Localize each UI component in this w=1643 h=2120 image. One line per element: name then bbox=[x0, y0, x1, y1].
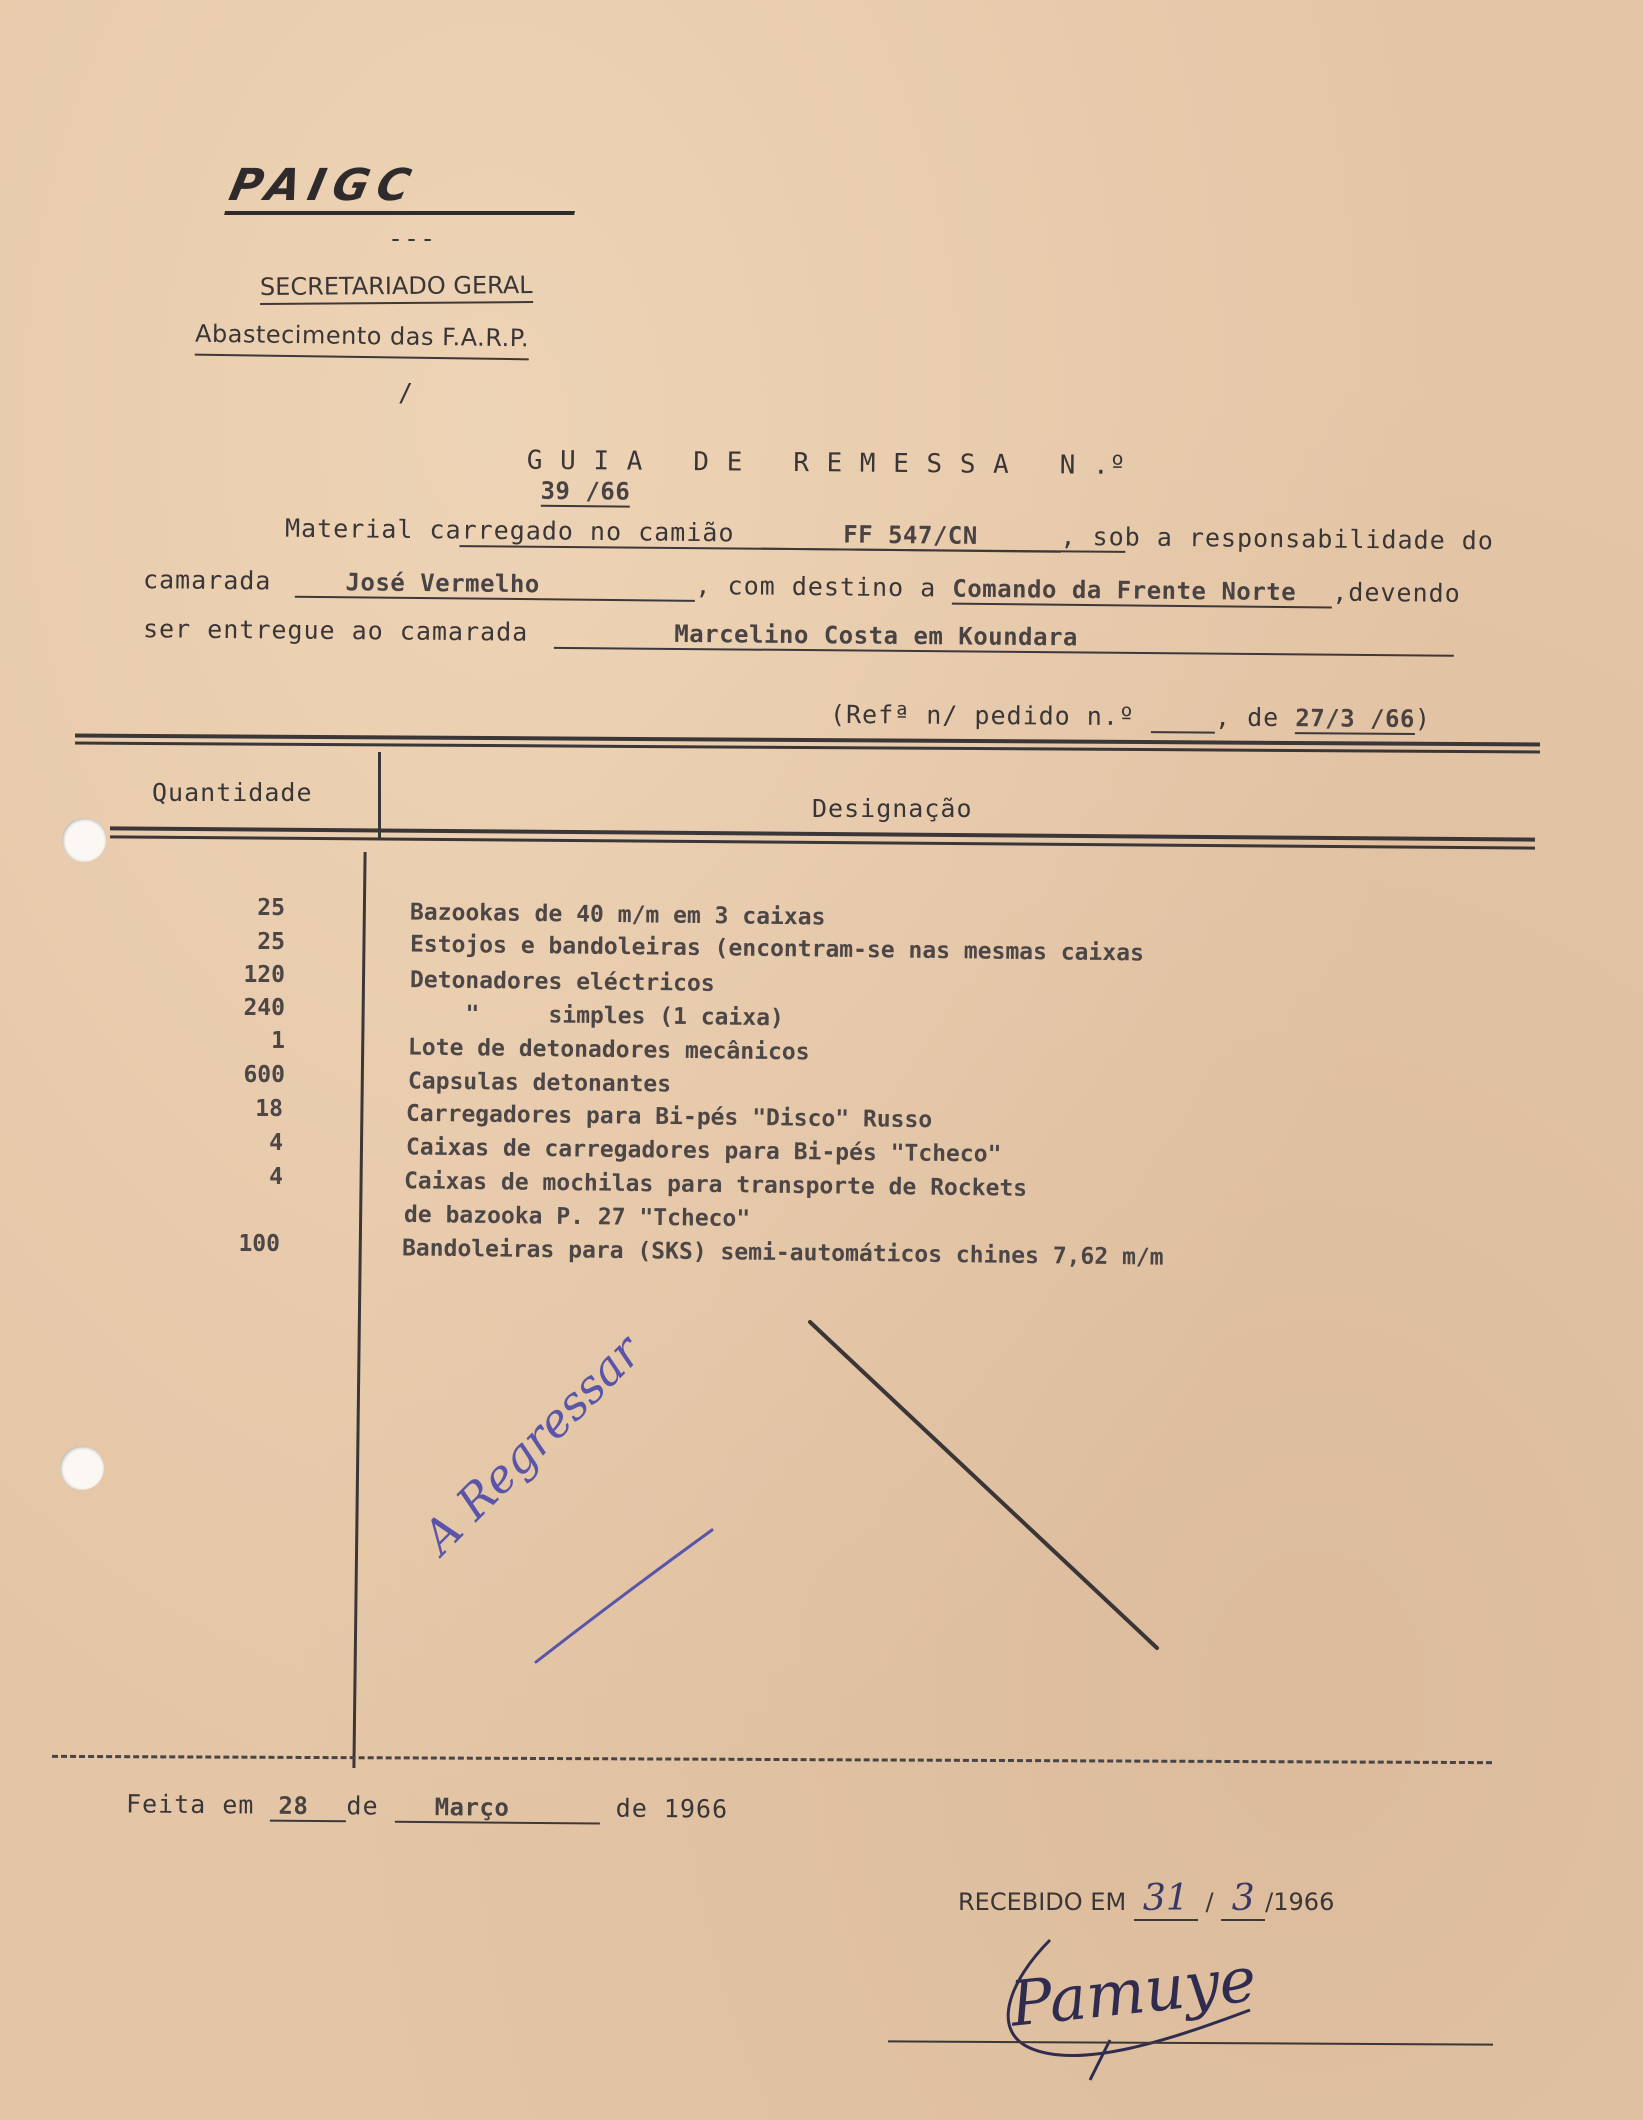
line2-suffix: ,devendo bbox=[1332, 577, 1461, 608]
organization-logo: PAIGC bbox=[224, 160, 586, 215]
column-divider-header bbox=[378, 752, 381, 838]
footer-dashed-separator bbox=[52, 1755, 1492, 1764]
ref-close: ) bbox=[1414, 703, 1432, 734]
line2-middle: , com destino a bbox=[695, 570, 937, 603]
handwritten-note-underline bbox=[530, 1520, 720, 1670]
order-number-blank bbox=[1151, 702, 1215, 733]
made-prefix: Feita em bbox=[125, 1789, 255, 1820]
truck-plate: FF 547/CN bbox=[760, 520, 1060, 553]
punch-hole-bottom bbox=[60, 1446, 104, 1490]
row-quantity: 240 bbox=[243, 995, 285, 1021]
row-designation: Bazookas de 40 m/m em 3 caixas bbox=[409, 899, 826, 931]
row-designation: Caixas de mochilas para transporte de Rockets bbox=[403, 1168, 1028, 1202]
received-year: /1966 bbox=[1265, 1888, 1335, 1916]
cancel-stroke bbox=[800, 1310, 1170, 1660]
recipient-name: Marcelino Costa em Koundara bbox=[554, 619, 1454, 657]
de-label: de bbox=[346, 1791, 379, 1821]
row-quantity: 4 bbox=[269, 1130, 283, 1156]
comrade-name: José Vermelho bbox=[295, 568, 695, 602]
destination: Comando da Frente Norte bbox=[952, 575, 1332, 609]
row-designation: Carregadores para Bi-pés "Disco" Russo bbox=[405, 1100, 933, 1134]
line3-prefix: ser entregue ao camarada bbox=[142, 614, 529, 647]
department-name: SECRETARIADO GERAL bbox=[260, 271, 533, 305]
slash-mark: / bbox=[398, 378, 415, 407]
row-quantity: 120 bbox=[243, 962, 285, 988]
punch-hole-top bbox=[62, 818, 106, 862]
issue-day: 28 bbox=[270, 1792, 346, 1823]
row-designation: de bazooka P. 27 "Tcheco" bbox=[403, 1201, 751, 1233]
row-quantity: 25 bbox=[257, 929, 285, 955]
title-label: G U I A D E R E M E S S A N .º bbox=[526, 445, 1127, 481]
order-reference bbox=[830, 700, 1431, 735]
row-quantity: 1 bbox=[271, 1028, 285, 1054]
row-quantity: 4 bbox=[269, 1164, 283, 1190]
received-label: RECEBIDO EM bbox=[958, 1888, 1127, 1916]
line1-prefix: Material carregado no camião bbox=[284, 513, 735, 548]
row-designation: Lote de detonadores mecânicos bbox=[407, 1034, 810, 1066]
order-date: 27/3 /66 bbox=[1295, 704, 1416, 733]
received-stamp-line bbox=[958, 1878, 1334, 1921]
received-slash: / bbox=[1197, 1888, 1222, 1916]
row-designation: Estojos e bandoleiras (encontram-se nas mesmas caixas bbox=[409, 931, 1145, 967]
column-divider-body bbox=[352, 852, 366, 1768]
section-name: Abastecimento das F.A.R.P. bbox=[195, 320, 530, 361]
row-designation: Capsulas detonantes bbox=[407, 1068, 672, 1098]
row-designation: " simples (1 caixa) bbox=[409, 1000, 785, 1032]
line1-suffix: , sob a responsabilidade do bbox=[1060, 521, 1495, 556]
handwritten-note: A Regressar bbox=[411, 1324, 652, 1564]
row-quantity: 100 bbox=[238, 1231, 280, 1257]
issue-date-line bbox=[126, 1789, 728, 1825]
detail-line-3 bbox=[143, 614, 1455, 656]
signature: Pamuye bbox=[1006, 1942, 1260, 2041]
row-designation: Detonadores eléctricos bbox=[409, 967, 715, 997]
line2-prefix: camarada bbox=[142, 565, 272, 596]
received-day: 31 bbox=[1134, 1878, 1198, 1921]
quantity-column-header: Quantidade bbox=[152, 778, 313, 807]
row-designation: Caixas de carregadores para Bi-pés "Tcheco" bbox=[405, 1134, 1002, 1168]
issue-month: Março bbox=[395, 1793, 600, 1825]
designation-column-header: Designação bbox=[812, 794, 973, 823]
row-designation: Bandoleiras para (SKS) semi-automáticos chines 7,62 m/m bbox=[401, 1235, 1164, 1271]
detail-line-2 bbox=[143, 565, 1461, 610]
remittance-number: 39 /66 bbox=[540, 476, 631, 506]
ref-prefix: (Refª n/ pedido n.º bbox=[829, 699, 1136, 732]
row-quantity: 600 bbox=[243, 1062, 285, 1088]
row-quantity: 18 bbox=[255, 1096, 283, 1122]
detail-line-1 bbox=[285, 514, 1494, 558]
received-month: 3 bbox=[1221, 1878, 1265, 1921]
signature-flourish bbox=[990, 1920, 1270, 2090]
ref-middle: , de bbox=[1214, 702, 1280, 733]
issue-year: de 1966 bbox=[615, 1793, 729, 1824]
logo-separator: --- bbox=[388, 224, 437, 253]
row-quantity: 25 bbox=[257, 895, 285, 921]
